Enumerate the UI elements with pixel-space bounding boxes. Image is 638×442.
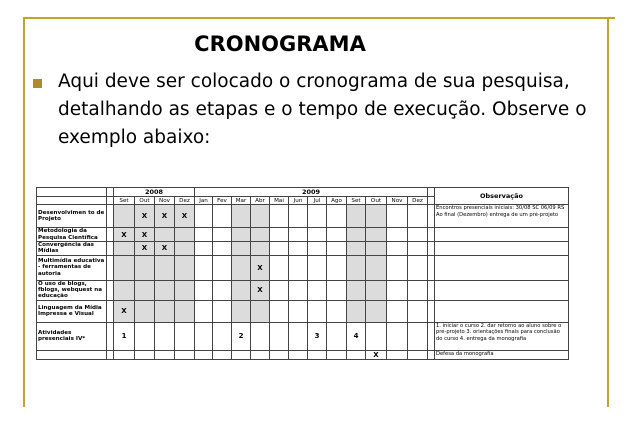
month-header-set: Set — [347, 197, 366, 205]
activity-cell: Convergência das Mídias — [37, 242, 107, 256]
schedule-cell — [408, 322, 428, 350]
schedule-cell — [135, 300, 155, 322]
activity-cell: Atividades presenciais IV* — [37, 322, 107, 350]
header-year-row — [37, 188, 569, 197]
year-2009-header: 2009 — [195, 188, 428, 197]
schedule-cell — [213, 300, 232, 322]
schedule-cell: 1 — [114, 322, 135, 350]
spacer-cell — [107, 300, 114, 322]
schedule-cell — [232, 350, 251, 359]
schedule-cell — [213, 205, 232, 228]
schedule-cell — [289, 205, 308, 228]
schedule-cell — [155, 350, 175, 359]
schedule-cell — [289, 350, 308, 359]
schedule-cell: 3 — [308, 322, 327, 350]
schedule-cell: 4 — [347, 322, 366, 350]
schedule-cell — [387, 280, 408, 300]
table-row — [37, 300, 569, 322]
schedule-cell — [213, 350, 232, 359]
schedule-cell — [195, 205, 213, 228]
schedule-cell — [289, 300, 308, 322]
schedule-cell — [195, 322, 213, 350]
month-header-mai: Mai — [270, 197, 289, 205]
schedule-cell — [387, 300, 408, 322]
month-header-out: Out — [135, 197, 155, 205]
schedule-cell — [327, 255, 347, 280]
schedule-cell — [251, 300, 270, 322]
spacer-cell — [428, 197, 435, 205]
activity-cell: Metodologia da Pesquisa Científica — [37, 228, 107, 242]
schedule-cell: X — [155, 205, 175, 228]
schedule-cell — [135, 350, 155, 359]
spacer-cell — [428, 242, 435, 256]
activity-cell: O uso de blogs, fblogs, webquest na educação — [37, 280, 107, 300]
schedule-cell — [175, 350, 195, 359]
table-row — [37, 280, 569, 300]
table-row — [37, 322, 569, 350]
schedule-cell — [175, 322, 195, 350]
observation-cell — [435, 242, 569, 256]
schedule-cell — [387, 242, 408, 256]
schedule-cell — [347, 280, 366, 300]
spacer-cell — [107, 188, 114, 197]
schedule-cell — [270, 228, 289, 242]
schedule-cell — [114, 242, 135, 256]
spacer-cell — [107, 255, 114, 280]
schedule-cell — [347, 300, 366, 322]
schedule-cell — [213, 228, 232, 242]
spacer-cell — [428, 205, 435, 228]
schedule-cell — [327, 280, 347, 300]
observation-cell: Defesa da monografia — [435, 350, 569, 359]
spacer-cell — [428, 280, 435, 300]
month-header-mar: Mar — [232, 197, 251, 205]
schedule-cell — [213, 242, 232, 256]
corner-cell — [37, 188, 107, 197]
bullet-square-icon — [33, 79, 42, 88]
schedule-cell: X — [114, 300, 135, 322]
month-header-out: Out — [366, 197, 387, 205]
schedule-cell — [308, 255, 327, 280]
spacer-cell — [428, 322, 435, 350]
schedule-cell — [408, 255, 428, 280]
month-header-abr: Abr — [251, 197, 270, 205]
table-row — [37, 255, 569, 280]
schedule-cell — [347, 242, 366, 256]
schedule-cell — [366, 242, 387, 256]
month-header-nov: Nov — [155, 197, 175, 205]
schedule-cell: X — [155, 242, 175, 256]
schedule-cell — [387, 322, 408, 350]
schedule-cell: X — [135, 242, 155, 256]
month-header-jun: Jun — [289, 197, 308, 205]
schedule-cell — [251, 242, 270, 256]
month-header-jan: Jan — [195, 197, 213, 205]
schedule-cell — [289, 322, 308, 350]
schedule-cell — [114, 255, 135, 280]
schedule-cell — [195, 350, 213, 359]
spacer-cell — [107, 280, 114, 300]
spacer-cell — [107, 205, 114, 228]
frame-top-line — [23, 17, 615, 19]
schedule-cell — [251, 205, 270, 228]
schedule-cell: X — [366, 350, 387, 359]
schedule-cell — [155, 322, 175, 350]
schedule-cell — [347, 255, 366, 280]
schedule-cell — [155, 255, 175, 280]
schedule-cell — [175, 255, 195, 280]
spacer-cell — [428, 255, 435, 280]
schedule-cell — [270, 255, 289, 280]
schedule-cell — [195, 300, 213, 322]
month-header-nov: Nov — [387, 197, 408, 205]
schedule-cell: X — [251, 255, 270, 280]
schedule-cell: X — [114, 228, 135, 242]
schedule-cell — [213, 280, 232, 300]
month-header-set: Set — [114, 197, 135, 205]
month-header-fev: Fev — [213, 197, 232, 205]
schedule-cell — [308, 350, 327, 359]
schedule-cell — [195, 242, 213, 256]
month-header-ago: Ago — [327, 197, 347, 205]
spacer-cell — [107, 350, 114, 359]
schedule-cell — [408, 300, 428, 322]
schedule-cell — [327, 350, 347, 359]
schedule-cell — [308, 228, 327, 242]
schedule-cell: X — [251, 280, 270, 300]
month-header-dez: Dez — [175, 197, 195, 205]
schedule-cell: X — [135, 205, 155, 228]
observation-cell — [435, 300, 569, 322]
schedule-cell — [387, 255, 408, 280]
schedule-cell — [114, 280, 135, 300]
schedule-cell — [135, 280, 155, 300]
frame-right-line — [607, 17, 609, 407]
schedule-cell — [327, 242, 347, 256]
activity-cell: Linguagem da Mídia Impressa e Visual — [37, 300, 107, 322]
schedule-cell — [251, 350, 270, 359]
schedule-cell — [270, 300, 289, 322]
spacer-cell — [107, 228, 114, 242]
schedule-cell — [175, 228, 195, 242]
spacer-cell — [107, 197, 114, 205]
schedule-cell — [213, 322, 232, 350]
schedule-cell — [270, 350, 289, 359]
schedule-cell — [366, 255, 387, 280]
schedule-cell — [270, 242, 289, 256]
schedule-cell — [347, 350, 366, 359]
schedule-cell — [114, 205, 135, 228]
schedule-cell — [408, 205, 428, 228]
observation-cell: 1. iniciar o curso 2. dar retorno ao aluno sobre o pré-projeto 3. orientações finais para conclusão do curso 4. entrega da monografia — [435, 322, 569, 350]
observation-cell — [435, 280, 569, 300]
spacer-cell — [428, 228, 435, 242]
schedule-cell — [308, 242, 327, 256]
observation-cell — [435, 228, 569, 242]
schedule-cell — [232, 205, 251, 228]
schedule-cell — [195, 280, 213, 300]
schedule-cell — [408, 350, 428, 359]
table-row — [37, 205, 569, 228]
schedule-cell — [232, 300, 251, 322]
schedule-cell — [408, 242, 428, 256]
schedule-cell — [387, 228, 408, 242]
schedule-cell — [251, 322, 270, 350]
schedule-cell — [366, 300, 387, 322]
schedule-cell — [289, 280, 308, 300]
activity-cell: Desenvolvimen to de Projeto — [37, 205, 107, 228]
schedule-cell — [251, 228, 270, 242]
spacer-cell — [428, 188, 435, 197]
schedule-cell — [347, 205, 366, 228]
observation-header: Observação — [435, 188, 569, 205]
schedule-cell — [175, 280, 195, 300]
schedule-cell — [114, 350, 135, 359]
schedule-cell — [327, 322, 347, 350]
schedule-cell — [155, 300, 175, 322]
observation-cell: Encontros presenciais iniciais: 30/08 SC 06/09 RS Ao final (Dezembro) entrega de um pré-projeto — [435, 205, 569, 228]
schedule-cell — [308, 300, 327, 322]
observation-cell — [435, 255, 569, 280]
schedule-cell — [213, 255, 232, 280]
schedule-cell — [327, 300, 347, 322]
schedule-cell — [195, 228, 213, 242]
spacer-cell — [107, 242, 114, 256]
table-row — [37, 228, 569, 242]
schedule-cell — [175, 242, 195, 256]
schedule-cell — [408, 280, 428, 300]
schedule-cell — [387, 205, 408, 228]
month-header-dez: Dez — [408, 197, 428, 205]
schedule-cell — [232, 242, 251, 256]
schedule-cell — [270, 280, 289, 300]
bullet-text: Aqui deve ser colocado o cronograma de sua pesquisa, detalhando as etapas e o tempo de execução. Observe o exemplo abaixo: — [58, 71, 587, 148]
schedule-cell — [308, 205, 327, 228]
table-row — [37, 242, 569, 256]
schedule-cell — [175, 300, 195, 322]
spacer-cell — [428, 350, 435, 359]
schedule-cell — [327, 205, 347, 228]
schedule-cell — [366, 280, 387, 300]
schedule-cell — [366, 205, 387, 228]
schedule-cell — [270, 322, 289, 350]
slide-title: CRONOGRAMA — [194, 32, 366, 56]
schedule-cell — [232, 280, 251, 300]
corner-cell — [37, 197, 107, 205]
year-2008-header: 2008 — [114, 188, 195, 197]
schedule-cell — [366, 228, 387, 242]
table-row — [37, 350, 569, 359]
schedule-cell — [232, 228, 251, 242]
schedule-cell — [366, 322, 387, 350]
schedule-table — [36, 187, 569, 360]
schedule-cell — [289, 228, 308, 242]
schedule-cell — [195, 255, 213, 280]
spacer-cell — [428, 300, 435, 322]
schedule-cell — [270, 205, 289, 228]
schedule-cell — [347, 228, 366, 242]
schedule-cell — [155, 280, 175, 300]
schedule-cell — [232, 255, 251, 280]
schedule-cell — [289, 255, 308, 280]
schedule-cell: 2 — [232, 322, 251, 350]
schedule-cell: X — [135, 228, 155, 242]
schedule-cell — [135, 255, 155, 280]
schedule-cell — [308, 280, 327, 300]
schedule-cell — [327, 228, 347, 242]
spacer-cell — [107, 322, 114, 350]
schedule-cell — [135, 322, 155, 350]
schedule-cell — [289, 242, 308, 256]
activity-cell — [37, 350, 107, 359]
schedule-cell — [155, 228, 175, 242]
frame-left-line — [23, 17, 25, 407]
month-header-jul: Jul — [308, 197, 327, 205]
schedule-cell: X — [175, 205, 195, 228]
activity-cell: Multimídia educativa - ferramentas de autoria — [37, 255, 107, 280]
schedule-cell — [387, 350, 408, 359]
schedule-cell — [408, 228, 428, 242]
